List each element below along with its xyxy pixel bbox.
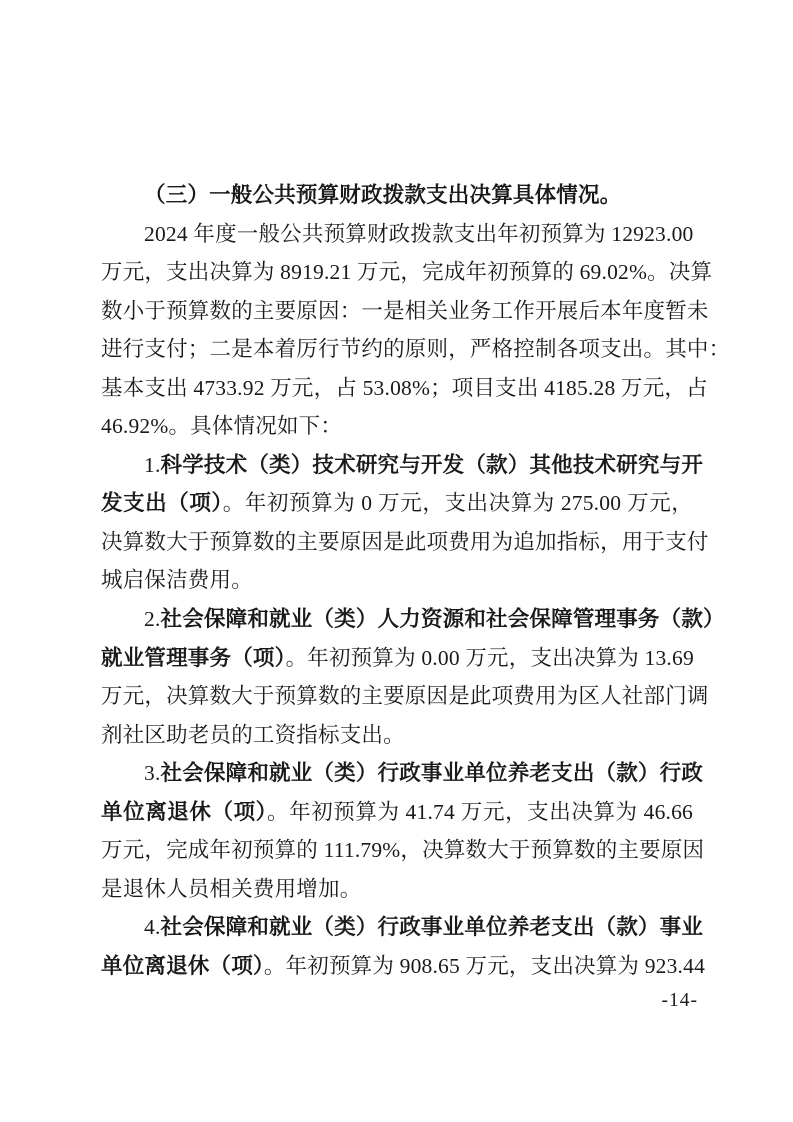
- bold-text-run: （三）一般公共预算财政拨款支出决算具体情况。: [144, 183, 622, 207]
- text-run: 数小于预算数的主要原因：一是相关业务工作开展后本年度暂未: [101, 298, 709, 323]
- bold-text-run: 单位离退休（项）: [101, 799, 268, 824]
- text-run: 2.: [144, 607, 161, 632]
- text-run: 剂社区助老员的工资指标支出。: [101, 722, 405, 747]
- document-line: [101, 908, 704, 947]
- text-run: 决算数大于预算数的主要原因是此项费用为追加指标，用于支付: [101, 529, 709, 554]
- document-line: [101, 677, 709, 716]
- document-body: [101, 176, 731, 985]
- text-run: 是退休人员相关费用增加。: [101, 876, 362, 901]
- document-line: [101, 176, 693, 215]
- text-run: 2024 年度一般公共预算财政拨款支出年初预算为 12923.00: [144, 221, 694, 246]
- document-line: [101, 831, 705, 870]
- bold-text-run: 单位离退休（项）: [101, 953, 264, 978]
- text-run: 46.92%。具体情况如下：: [101, 414, 343, 439]
- document-line: [101, 600, 725, 639]
- bold-text-run: 就业管理事务（项）: [101, 645, 286, 670]
- text-run: 进行支付；二是本着厉行节约的原则，严格控制各项支出。其中：: [101, 337, 731, 362]
- document-line: [101, 947, 706, 986]
- bold-text-run: 社会保障和就业（类）行政事业单位养老支出（款）事业: [160, 915, 704, 940]
- text-run: 基本支出 4733.92 万元，占 53.08%；项目支出 4185.28 万元，占: [101, 375, 708, 400]
- document-line: [101, 369, 708, 408]
- text-run: 。年初预算为 0 万元，支出决算为 275.00 万元，: [222, 491, 693, 516]
- text-run: 4.: [144, 915, 161, 940]
- document-line: [101, 870, 693, 909]
- document-line: [101, 407, 693, 446]
- text-run: 。年初预算为 41.74 万元，支出决算为 46.66: [267, 799, 693, 824]
- page-number: -14-: [661, 990, 698, 1011]
- document-line: [101, 793, 693, 832]
- document-line: [101, 446, 704, 485]
- bold-text-run: 科学技术（类）技术研究与开发（款）其他技术研究与开: [160, 452, 704, 477]
- document-line: [101, 754, 704, 793]
- bold-text-run: 发支出（项）: [101, 491, 223, 516]
- document-line: [101, 639, 693, 678]
- bold-text-run: 社会保障和就业（类）人力资源和社会保障管理事务（款）: [160, 607, 725, 632]
- text-run: 万元，决算数大于预算数的主要原因是此项费用为区人社部门调: [101, 684, 709, 709]
- bold-text-run: 社会保障和就业（类）行政事业单位养老支出（款）行政: [160, 761, 704, 786]
- document-line: [101, 292, 709, 331]
- document-line: [101, 330, 731, 369]
- text-run: 万元，完成年初预算的 111.79%，决算数大于预算数的主要原因: [101, 838, 705, 863]
- document-line: [101, 716, 693, 755]
- text-run: 3.: [144, 761, 161, 786]
- document-line: [101, 561, 693, 600]
- document-line: [101, 484, 693, 523]
- text-run: 。年初预算为 0.00 万元，支出决算为 13.69: [285, 645, 694, 670]
- document-line: [101, 215, 693, 254]
- text-run: 。年初预算为 908.65 万元，支出决算为 923.44: [263, 953, 706, 978]
- text-run: 1.: [144, 452, 161, 477]
- document-line: [101, 523, 709, 562]
- text-run: 万元，支出决算为 8919.21 万元，完成年初预算的 69.02%。决算: [101, 260, 713, 285]
- document-line: [101, 253, 713, 292]
- text-run: 城启保洁费用。: [101, 568, 253, 593]
